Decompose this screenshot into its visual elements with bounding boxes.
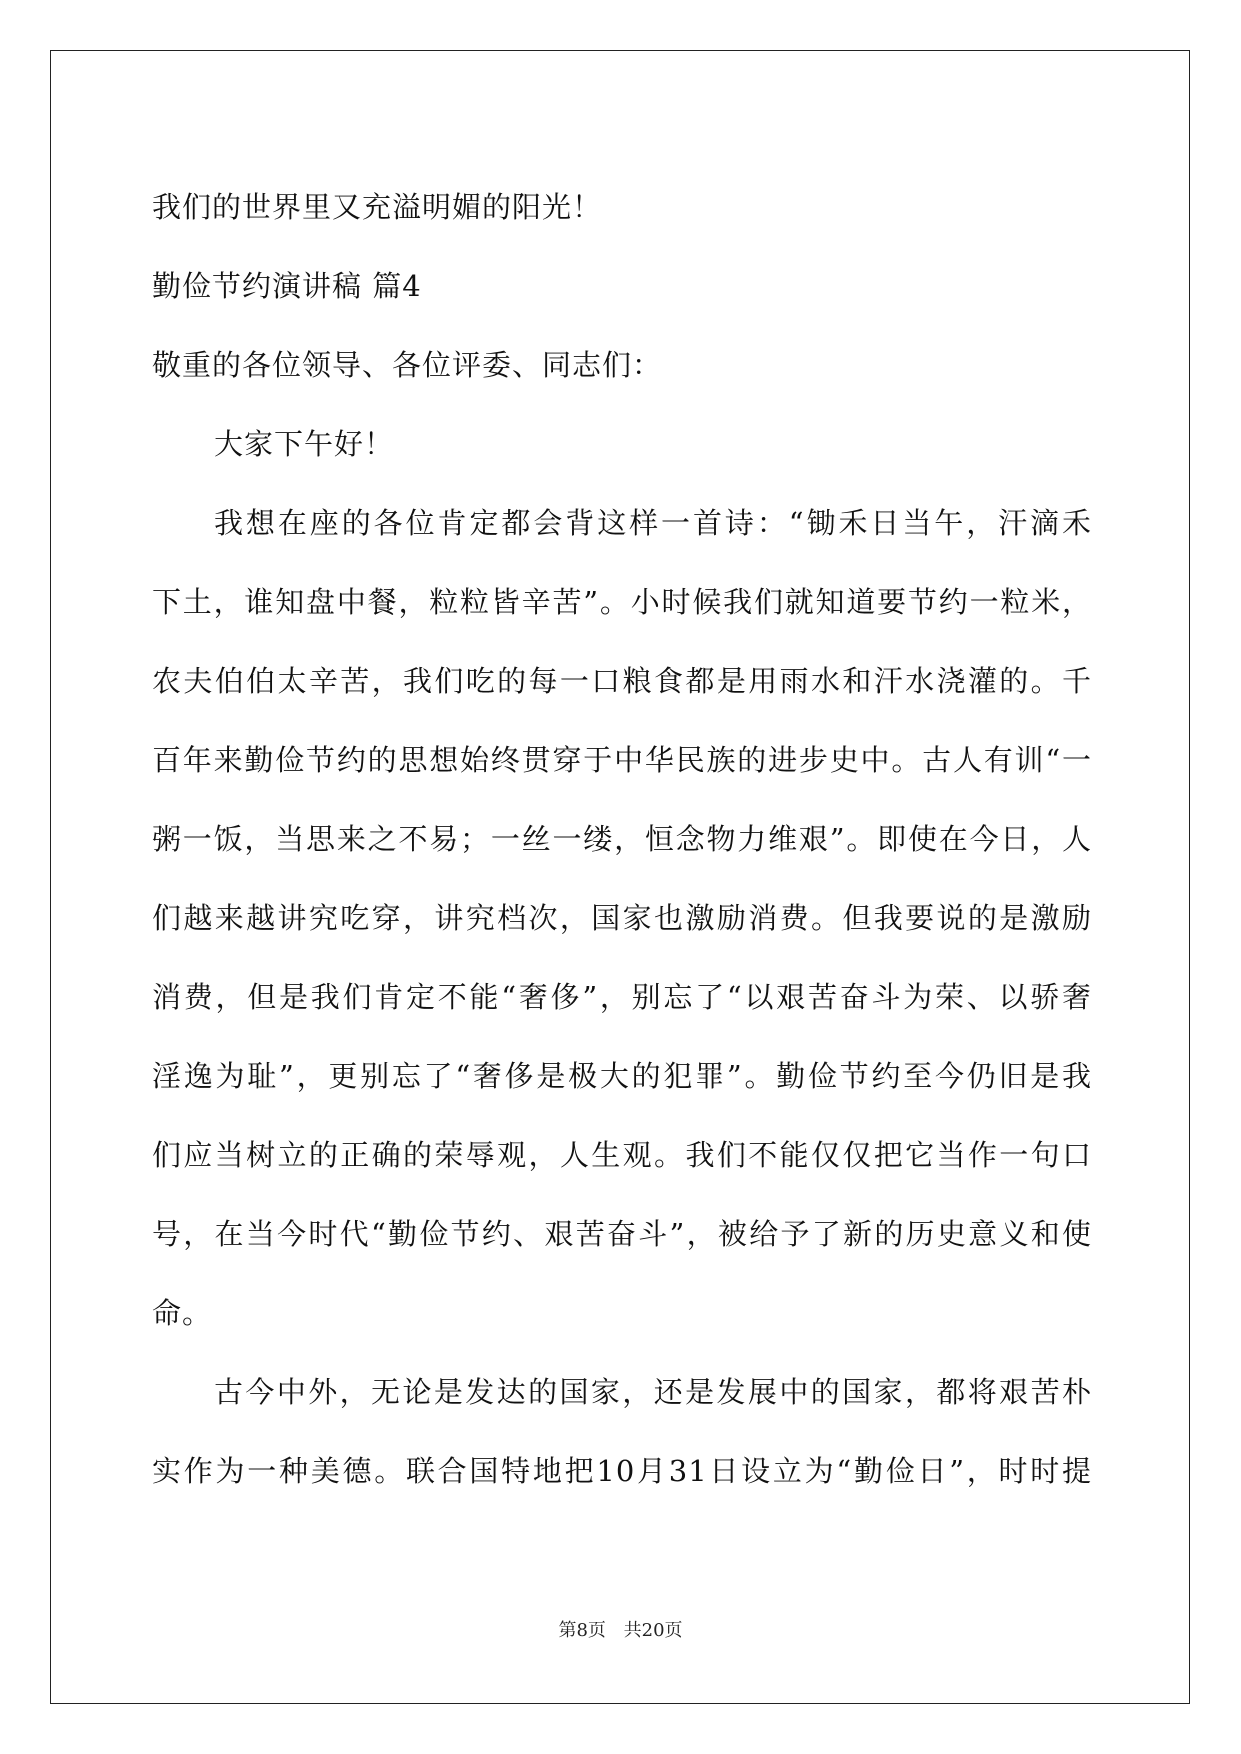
paragraph-line: 淫逸为耻”，更别忘了“奢侈是极大的犯罪”。勤俭节约至今仍旧是我 [152,1059,1092,1093]
paragraph-line: 实作为一种美德。联合国特地把10月31日设立为“勤俭日”，时时提 [152,1454,1092,1488]
text-line: 我们的世界里又充溢明媚的阳光！ [152,190,603,224]
paragraph-line: 命。 [152,1296,213,1330]
paragraph-line: 粥一饭，当思来之不易；一丝一缕，恒念物力维艰”。即使在今日，人 [152,822,1092,856]
paragraph-line: 消费，但是我们肯定不能“奢侈”，别忘了“以艰苦奋斗为荣、以骄奢 [152,980,1092,1014]
paragraph-line: 下土，谁知盘中餐，粒粒皆辛苦”。小时候我们就知道要节约一粒米， [152,585,1092,619]
page-footer [0,1616,1241,1642]
paragraph-line: 号，在当今时代“勤俭节约、艰苦奋斗”，被给予了新的历史意义和使 [152,1217,1092,1251]
paragraph-line: 我想在座的各位肯定都会背这样一首诗：“锄禾日当午，汗滴禾 [214,506,1092,540]
paragraph-line: 百年来勤俭节约的思想始终贯穿于中华民族的进步史中。古人有训“一 [152,743,1092,777]
paragraph-line: 们越来越讲究吃穿，讲究档次，国家也激励消费。但我要说的是激励 [152,901,1092,935]
page-number: 第8页 [558,1620,606,1641]
greeting: 大家下午好！ [214,427,395,461]
salutation: 敬重的各位领导、各位评委、同志们： [152,348,663,382]
document-body [152,168,1092,1511]
page-total: 共20页 [623,1620,683,1641]
section-title: 勤俭节约演讲稿 篇4 [152,269,422,303]
paragraph-line: 们应当树立的正确的荣辱观，人生观。我们不能仅仅把它当作一句口 [152,1138,1092,1172]
paragraph-line: 古今中外，无论是发达的国家，还是发展中的国家，都将艰苦朴 [214,1375,1092,1409]
paragraph-line: 农夫伯伯太辛苦，我们吃的每一口粮食都是用雨水和汗水浇灌的。千 [152,664,1092,698]
